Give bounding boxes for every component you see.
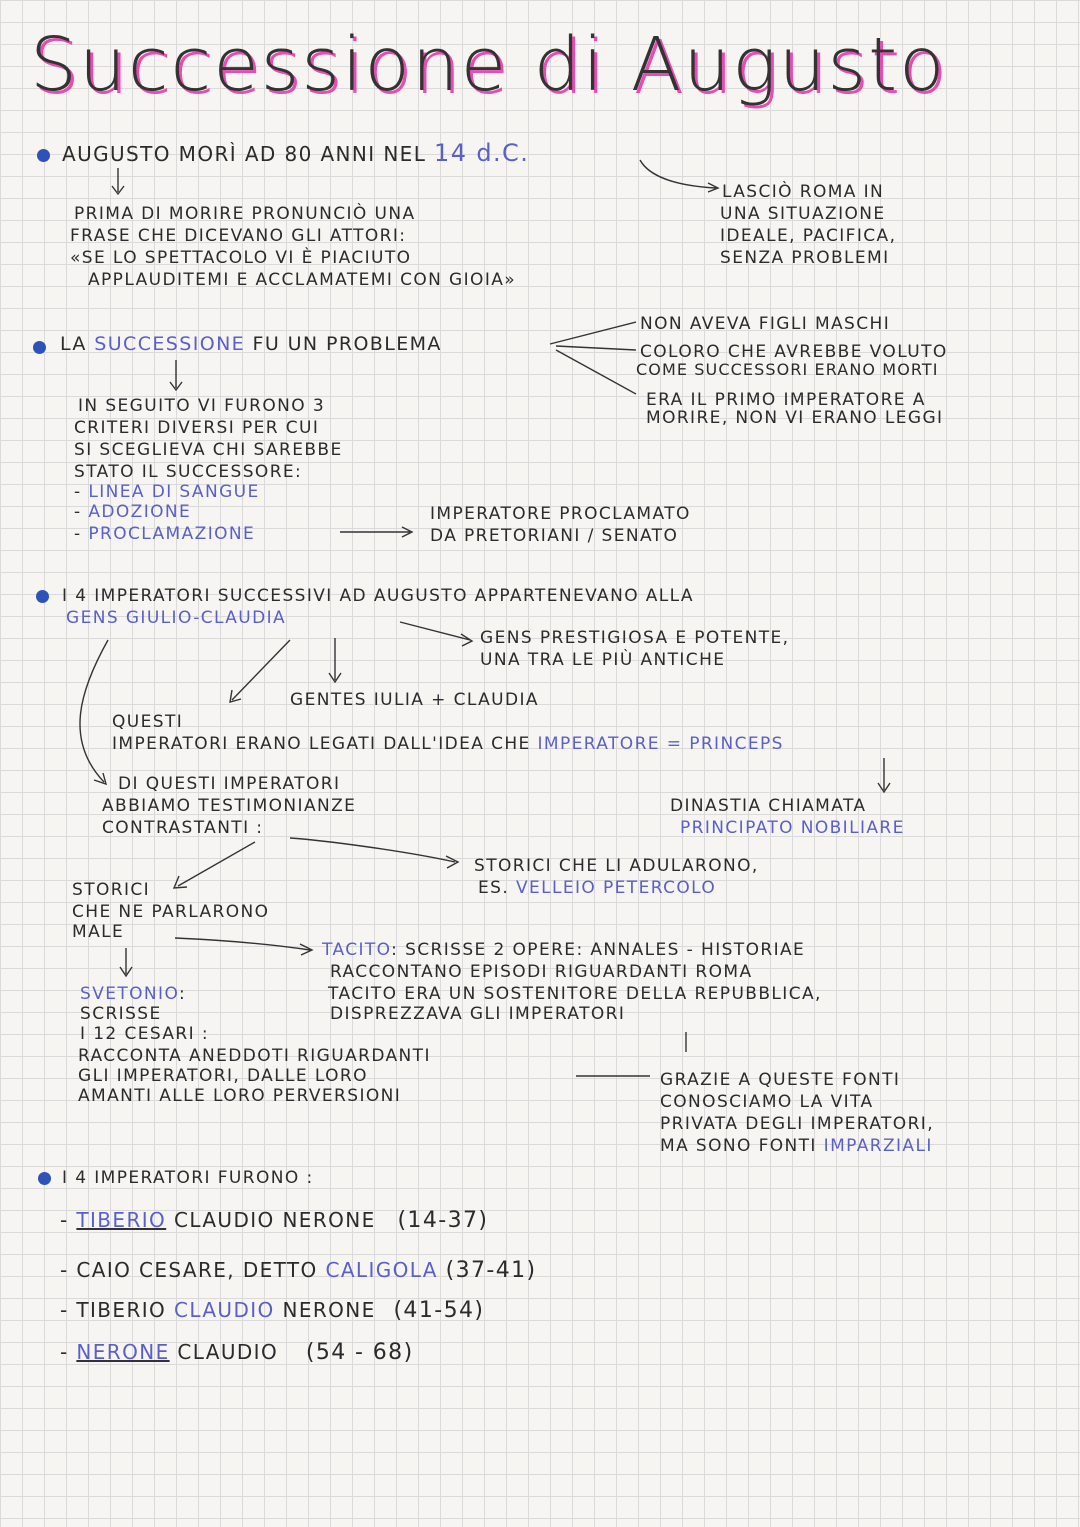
emp2-rest: CAIO CESARE, DETTO [76,1258,318,1282]
sec3-svet-l3: I 12 CESARI : [80,1024,209,1044]
sec3-adul-es: ES. [478,878,510,898]
sec3-svet-l5: GLI IMPERATORI, DALLE LORO [78,1066,368,1086]
sec1-right-l3: IDEALE, PACIFICA, [720,226,897,246]
sec4-emp1: - TIBERIO CLAUDIO NERONE (14-37) [60,1208,489,1233]
emp4-claudio: CLAUDIO [177,1340,279,1364]
sec3-velleio: VELLEIO PETERCOLO [515,878,717,898]
sec3-tac-l3: TACITO ERA UN SOSTENITORE DELLA REPUBBLICA, [328,984,822,1004]
sec3-princeps: IMPERATORE = PRINCEPS [537,734,784,754]
sec3-svet-l6: AMANTI ALLE LORO PERVERSIONI [78,1086,402,1106]
sec1-main [62,139,530,167]
sec2-crit3: - PROCLAMAZIONE [74,524,256,544]
sec3-gens-l2: UNA TRA LE PIÙ ANTICHE [480,650,726,670]
sec3-male-l1: STORICI [72,880,151,900]
emp2-caligola: CALIGOLA [325,1258,438,1282]
sec3-fonti-l3: PRIVATA DEGLI IMPERATORI, [660,1114,935,1134]
sec3-male-l3: MALE [72,922,125,942]
sec3-test-l3: CONTRASTANTI : [102,818,264,838]
sec1-phrase-l1: PRIMA DI MORIRE PRONUNCIÒ UNA [74,204,416,224]
sec4-emp3: - TIBERIO CLAUDIO NERONE (41-54) [60,1298,485,1323]
sec1-date: 14 d.C. [434,139,530,167]
sec3-svetonio: SVETONIO [80,984,179,1004]
sec1-phrase-l2: FRASE CHE DICEVANO GLI ATTORI: [70,226,407,246]
emp3-nerone: NERONE [282,1298,376,1322]
title-part1: Successione di [30,22,631,108]
sec3-main-l2: GENS GIULIO-CLAUDIA [66,608,287,628]
sec2-main-c: FU UN PROBLEMA [252,333,442,355]
sec2-main-b: SUCCESSIONE [94,333,246,355]
sec3-main-l1: I 4 IMPERATORI SUCCESSIVI AD AUGUSTO APPARTENEVANO ALLA [62,586,694,606]
sec3-tac-l2: RACCONTANO EPISODI RIGUARDANTI ROMA [330,962,753,982]
emp4-years: (54 - 68) [305,1340,414,1365]
sec3-tacito: TACITO [322,940,392,960]
sec2-reason3-l2: MORIRE, NON VI ERANO LEGGI [646,408,944,428]
sec2-crit-l1: IN SEGUITO VI FURONO 3 [78,396,326,416]
sec3-idea [112,734,784,754]
sec3-idea-text: IMPERATORI ERANO LEGATI DALL'IDEA CHE [112,734,531,754]
sec3-svet-colon: : [178,984,187,1004]
sec2-reason2-l1: COLORO CHE AVREBBE VOLUTO [640,342,948,362]
sec1-right-l1: LASCIÒ ROMA IN [722,182,885,202]
bullet-sec2 [33,341,46,354]
emp3-tiberio: TIBERIO [76,1298,167,1322]
emp4-nerone: NERONE [76,1340,170,1364]
sec3-adul-l1: STORICI CHE LI ADULARONO, [474,856,759,876]
sec4-emp2: - CAIO CESARE, DETTO CALIGOLA (37-41) [60,1258,537,1283]
sec3-tac-l1-text: : SCRISSE 2 OPERE: ANNALES - HISTORIAE [391,940,806,960]
bullet-sec3 [36,590,49,603]
title-part2: Augusto [630,22,947,108]
sec3-dyn-l2: PRINCIPATO NOBILIARE [680,818,905,838]
sec3-test-l1: DI QUESTI IMPERATORI [118,774,341,794]
sec3-dyn-l1: DINASTIA CHIAMATA [670,796,867,816]
emp3-years: (41-54) [393,1298,485,1323]
sec2-crit2: - ADOZIONE [74,502,192,522]
sec3-adul-l2 [478,878,716,898]
sec3-fonti-l4-text: MA SONO FONTI [660,1136,817,1156]
sec4-main: I 4 IMPERATORI FURONO : [62,1168,314,1188]
sec2-main [60,334,442,354]
sec4-emp4: - NERONE CLAUDIO (54 - 68) [60,1340,414,1365]
sec1-right-l2: UNA SITUAZIONE [720,204,886,224]
sec2-procl-l2: DA PRETORIANI / SENATO [430,526,679,546]
emp3-claudio: CLAUDIO [173,1298,275,1322]
emp1-rest: CLAUDIO NERONE [173,1208,376,1232]
sec3-svet-l1 [80,984,186,1004]
sec2-crit3-text: PROCLAMAZIONE [88,524,256,544]
emp1-name: TIBERIO [76,1208,167,1232]
sec3-imparziali: IMPARZIALI [823,1136,933,1156]
sec3-male-l2: CHE NE PARLARONO [72,902,270,922]
sec3-svet-l4: RACCONTA ANEDDOTI RIGUARDANTI [78,1046,431,1066]
sec3-fonti-l2: CONOSCIAMO LA VITA [660,1092,874,1112]
sec1-phrase-l3: «SE LO SPETTACOLO VI È PIACIUTO [70,248,412,268]
sec2-crit-l3: SI SCEGLIEVA CHI SAREBBE [74,440,343,460]
sec3-svet-l2: SCRISSE [80,1004,162,1024]
sec2-crit1-text: LINEA DI SANGUE [88,482,260,502]
sec2-procl-l1: IMPERATORE PROCLAMATO [430,504,691,524]
sec1-phrase-l4: APPLAUDITEMI E ACCLAMATEMI CON GIOIA» [88,270,517,290]
sec3-tac-l1 [322,940,805,960]
sec3-gens-l1: GENS PRESTIGIOSA E POTENTE, [480,628,790,648]
emp1-years: (14-37) [397,1208,489,1233]
sec2-crit-l4: STATO IL SUCCESSORE: [74,462,303,482]
sec3-fonti-l1: GRAZIE A QUESTE FONTI [660,1070,901,1090]
sec2-reason3-l1: ERA IL PRIMO IMPERATORE A [646,390,926,410]
sec3-fonti-l4 [660,1136,933,1156]
emp2-years: (37-41) [445,1258,537,1283]
sec3-tac-l4: DISPREZZAVA GLI IMPERATORI [330,1004,626,1024]
sec3-questi: QUESTI [112,712,184,732]
sec2-crit-l2: CRITERI DIVERSI PER CUI [74,418,320,438]
sec2-reason2-l2: COME SUCCESSORI ERANO MORTI [636,360,939,379]
sec1-main-text: AUGUSTO MORÌ AD 80 ANNI NEL [62,142,427,166]
sec1-right-l4: SENZA PROBLEMI [720,248,890,268]
sec3-gentes: GENTES IULIA + CLAUDIA [290,690,539,710]
bullet-sec4 [38,1172,51,1185]
sec2-main-a: LA [60,333,87,355]
sec3-test-l2: ABBIAMO TESTIMONIANZE [102,796,357,816]
bullet-sec1 [37,149,50,162]
sec2-crit2-text: ADOZIONE [88,502,192,522]
sec2-reason1: NON AVEVA FIGLI MASCHI [640,314,891,334]
sec2-crit1: - LINEA DI SANGUE [74,482,260,502]
